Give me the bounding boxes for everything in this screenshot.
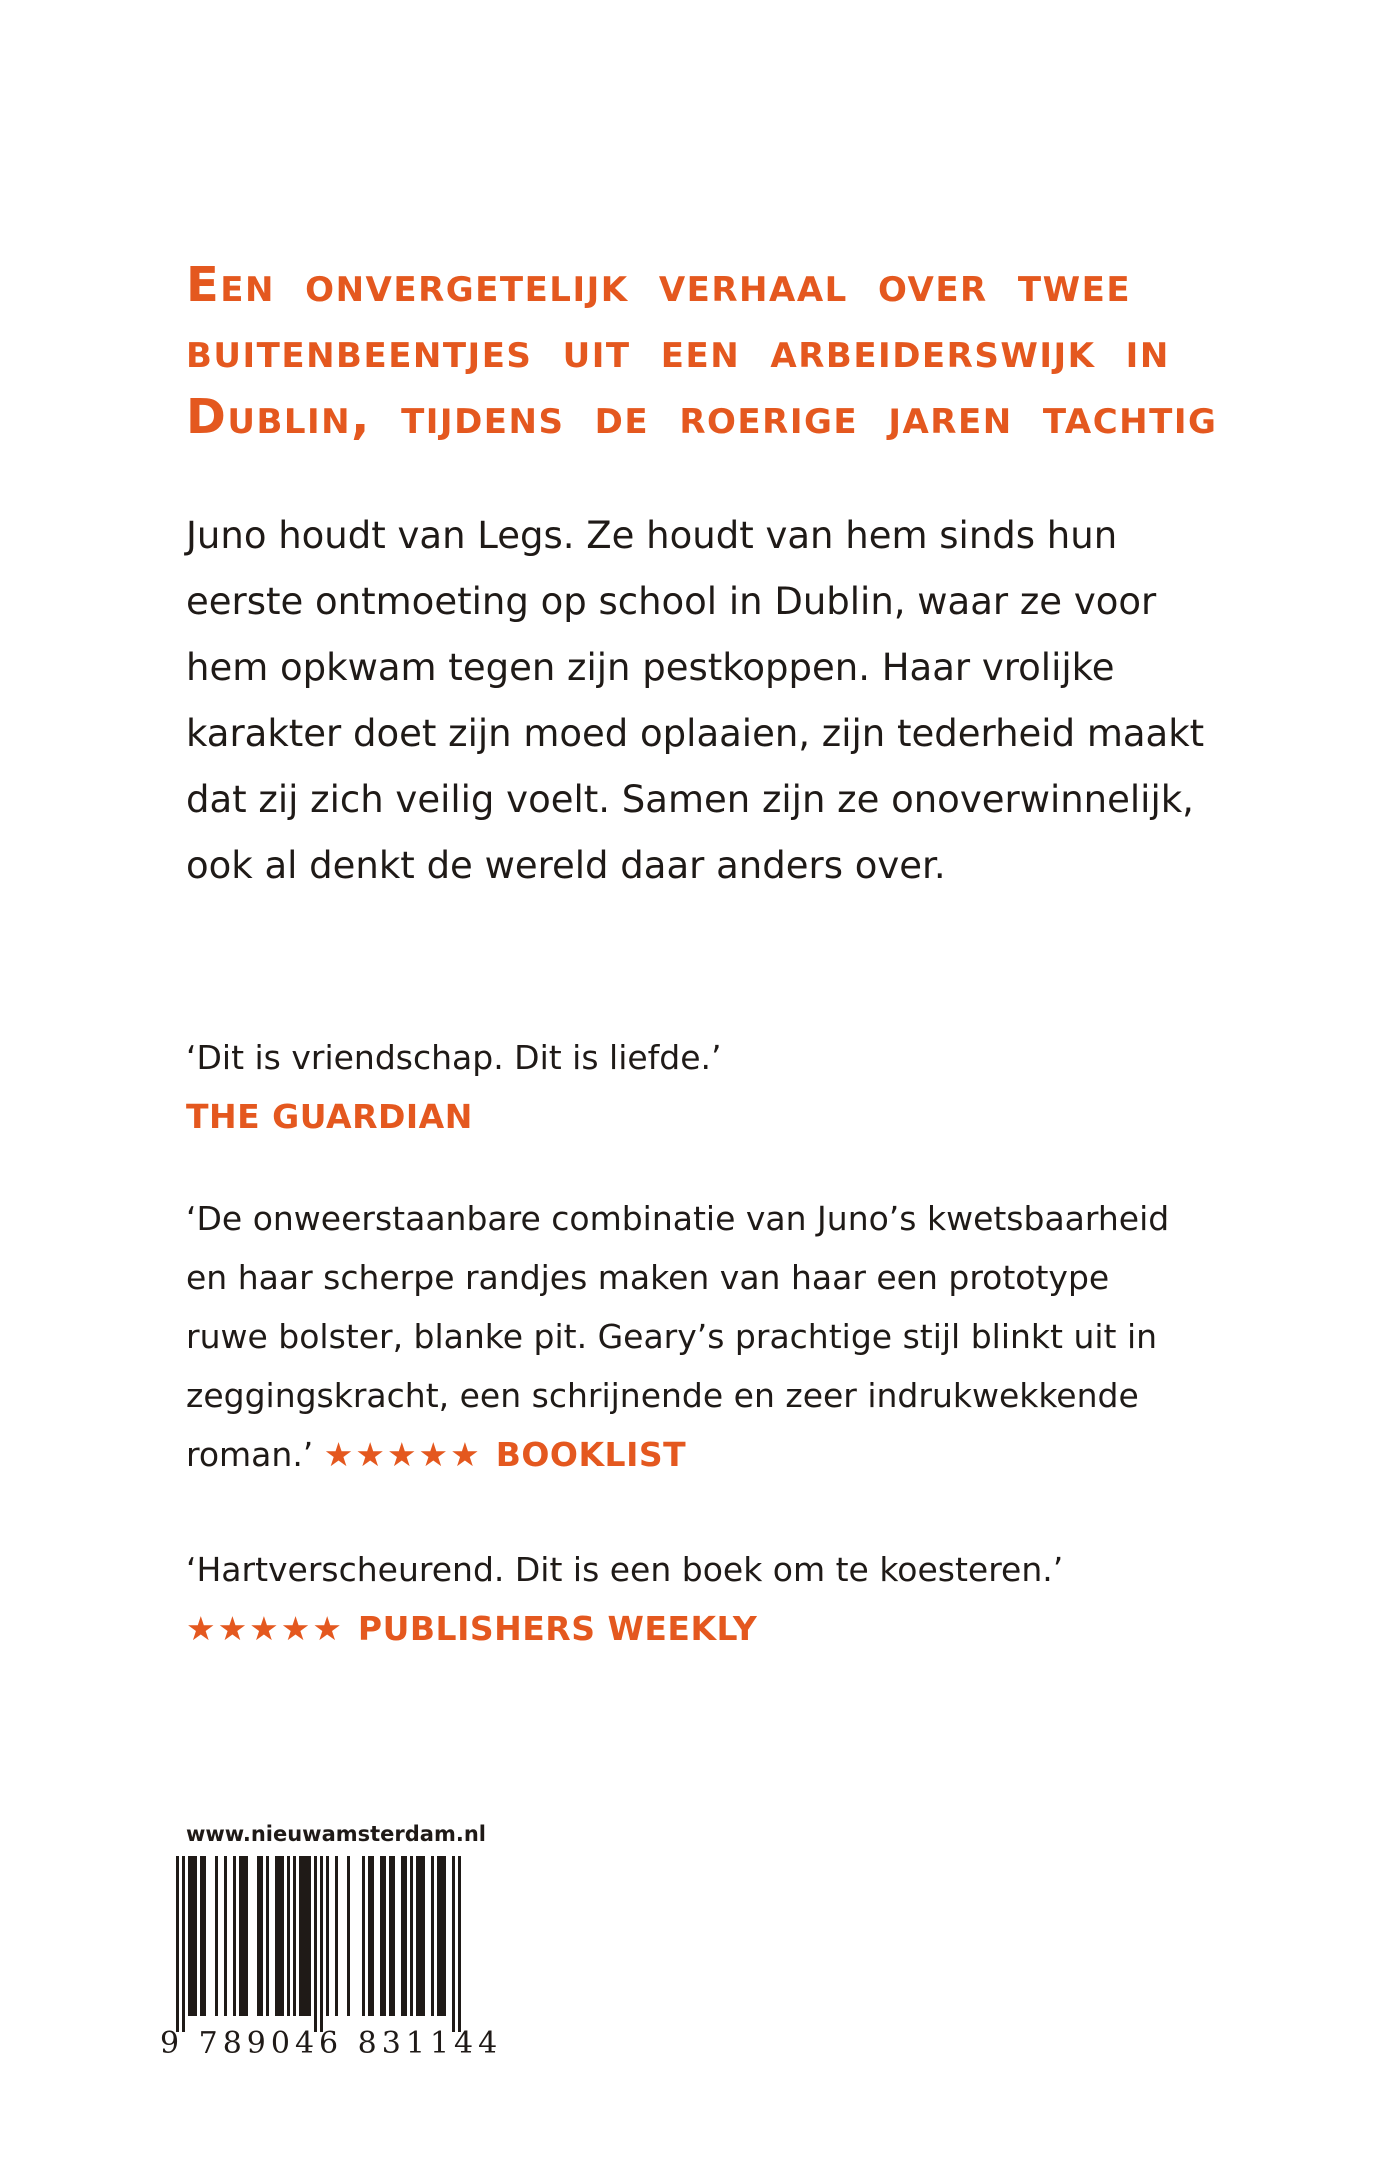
quote-last-line bbox=[186, 1425, 1169, 1484]
blurb-line: eerste ontmoeting op school in Dublin, waar ze voor bbox=[186, 580, 1157, 623]
barcode-bar bbox=[389, 1856, 392, 2016]
blurb-line: Juno houdt van Legs. Ze houdt van hem sinds hun bbox=[186, 514, 1118, 557]
barcode-bar bbox=[215, 1856, 218, 2016]
blurb-line: karakter doet zijn moed oplaaien, zijn tederheid maakt bbox=[186, 712, 1205, 755]
publisher-website: www.nieuwamsterdam.nl bbox=[186, 1822, 486, 1846]
barcode-bar bbox=[308, 1856, 311, 2016]
barcode-icon bbox=[160, 1856, 475, 2032]
barcode-bar bbox=[191, 1856, 194, 2016]
quote-line: ‘Hartverscheurend. Dit is een boek om te koesteren.’ bbox=[186, 1550, 1064, 1589]
blurb-line: dat zij zich veilig voelt. Samen zijn ze onoverwinnelijk, bbox=[186, 778, 1194, 821]
quote-line: ruwe bolster, blanke pit. Geary’s prachtige stijl blinkt uit in bbox=[186, 1317, 1158, 1356]
review-quote-booklist bbox=[186, 1189, 1169, 1484]
barcode-bar bbox=[266, 1856, 269, 2016]
barcode-bar bbox=[293, 1856, 296, 2016]
barcode-bar bbox=[239, 1856, 242, 2016]
quote-line: roman.’ bbox=[186, 1435, 314, 1474]
barcode-bar bbox=[182, 1856, 185, 2032]
barcode-bar bbox=[200, 1856, 203, 2016]
barcode-bar bbox=[431, 1856, 434, 2016]
barcode-bar bbox=[443, 1856, 446, 2016]
cover-headline bbox=[186, 252, 1236, 450]
barcode-bar bbox=[281, 1856, 284, 2016]
headline-line: Een onvergetelijk verhaal over twee bbox=[186, 257, 1132, 313]
barcode-bar bbox=[245, 1856, 248, 2016]
barcode-bar bbox=[287, 1856, 290, 2016]
barcode-bar bbox=[404, 1856, 407, 2016]
barcode-bar bbox=[401, 1856, 404, 2016]
barcode-bar bbox=[416, 1856, 419, 2016]
barcode-bar bbox=[383, 1856, 386, 2016]
barcode-bar bbox=[371, 1856, 374, 2016]
barcode-bar bbox=[314, 1856, 317, 2032]
barcode-bar bbox=[392, 1856, 395, 2016]
barcode-bar bbox=[440, 1856, 443, 2016]
quote-line: en haar scherpe randjes maken van haar een prototype bbox=[186, 1258, 1110, 1297]
review-quote-guardian bbox=[186, 1028, 722, 1146]
blurb-line: hem opkwam tegen zijn pestkoppen. Haar vrolijke bbox=[186, 646, 1115, 689]
barcode-bar bbox=[275, 1856, 278, 2016]
barcode-bar bbox=[335, 1856, 338, 2016]
barcode-bar bbox=[326, 1856, 329, 2016]
barcode-bar bbox=[194, 1856, 197, 2016]
barcode-bar bbox=[305, 1856, 308, 2016]
headline-line: Dublin, tijdens de roerige jaren tachtig bbox=[186, 389, 1218, 445]
barcode-bar bbox=[278, 1856, 281, 2016]
review-quote-publishers-weekly bbox=[186, 1540, 1063, 1658]
barcode-bar bbox=[419, 1856, 422, 2016]
barcode-bar bbox=[188, 1856, 191, 2016]
star-rating-icon: ★★★★★ bbox=[186, 1609, 344, 1648]
barcode-bar bbox=[233, 1856, 236, 2016]
barcode-bar bbox=[203, 1856, 206, 2016]
isbn-barcode bbox=[160, 1856, 475, 2032]
barcode-bar bbox=[224, 1856, 227, 2016]
quote-attribution bbox=[186, 1087, 722, 1146]
barcode-bar bbox=[176, 1856, 179, 2032]
barcode-bar bbox=[452, 1856, 455, 2032]
barcode-bar bbox=[437, 1856, 440, 2016]
barcode-bar bbox=[422, 1856, 425, 2016]
book-blurb bbox=[186, 503, 1246, 899]
quote-attribution bbox=[186, 1599, 1063, 1658]
quote-source: BOOKLIST bbox=[495, 1435, 687, 1474]
quote-line: ‘Dit is vriendschap. Dit is liefde.’ bbox=[186, 1038, 722, 1077]
barcode-bar bbox=[260, 1856, 263, 2016]
isbn-number: 9 789046 831144 bbox=[160, 2026, 503, 2061]
barcode-bar bbox=[410, 1856, 413, 2016]
quote-source: PUBLISHERS WEEKLY bbox=[357, 1609, 758, 1648]
headline-line: buitenbeentjes uit een arbeiderswijk in bbox=[186, 323, 1170, 379]
barcode-bar bbox=[320, 1856, 323, 2032]
barcode-bar bbox=[362, 1856, 365, 2016]
barcode-bar bbox=[299, 1856, 302, 2016]
barcode-bar bbox=[380, 1856, 383, 2016]
blurb-line: ook al denkt de wereld daar anders over. bbox=[186, 844, 946, 887]
barcode-bar bbox=[458, 1856, 461, 2032]
barcode-bar bbox=[302, 1856, 305, 2016]
barcode-bar bbox=[257, 1856, 260, 2016]
quote-line: zeggingskracht, een schrijnende en zeer indrukwekkende bbox=[186, 1376, 1139, 1415]
barcode-bar bbox=[347, 1856, 350, 2016]
barcode-bar bbox=[368, 1856, 371, 2016]
star-rating-icon: ★★★★★ bbox=[323, 1435, 482, 1474]
quote-line: ‘De onweerstaanbare combinatie van Juno’s kwetsbaarheid bbox=[186, 1199, 1170, 1238]
quote-source: THE GUARDIAN bbox=[186, 1097, 473, 1136]
barcode-bar bbox=[242, 1856, 245, 2016]
